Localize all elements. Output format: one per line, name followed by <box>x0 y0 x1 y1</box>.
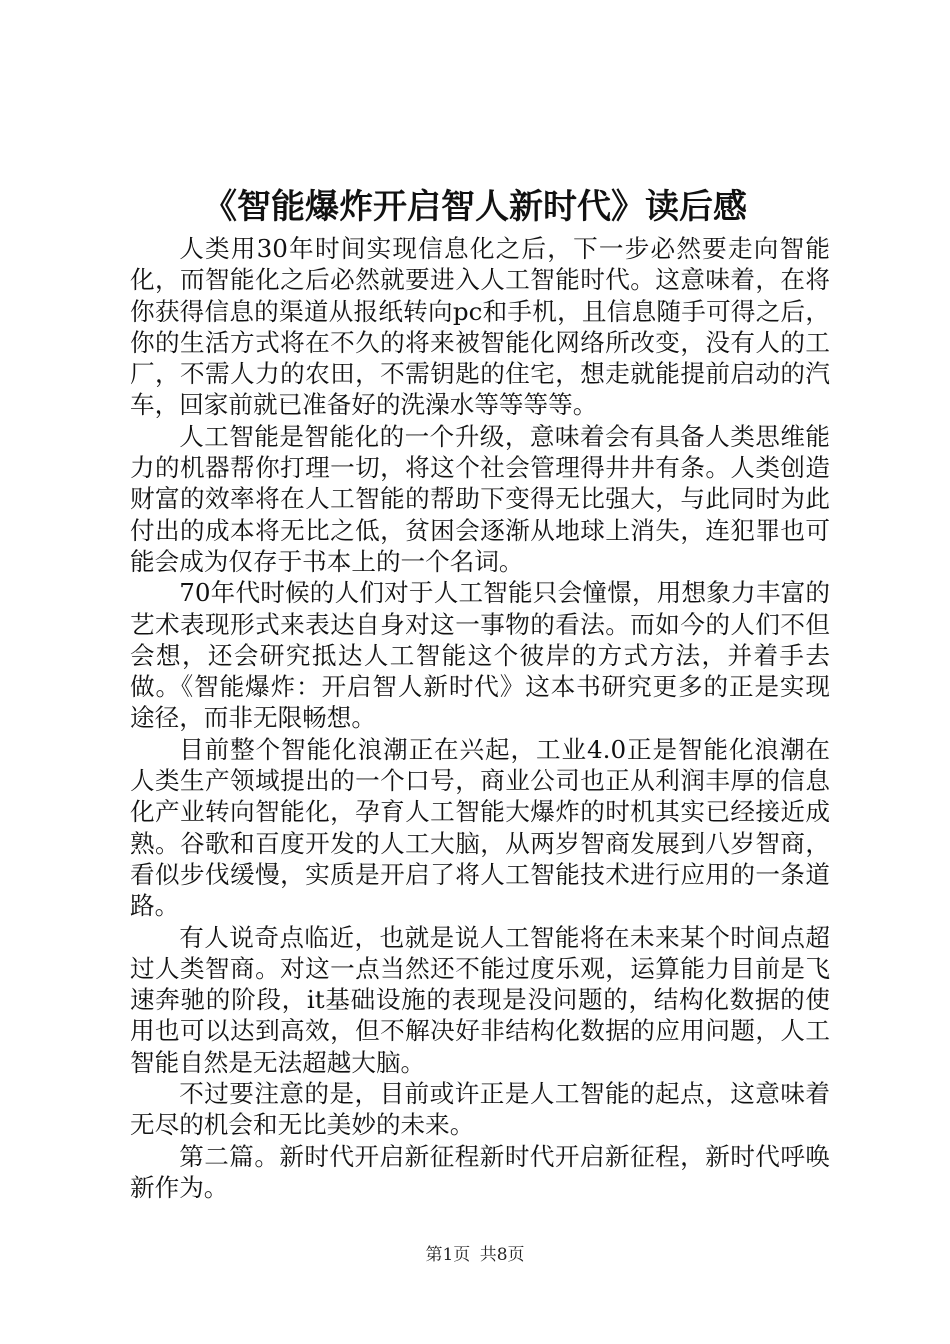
paragraph-4: 目前整个智能化浪潮正在兴起，工业4.0正是智能化浪潮在人类生产领域提出的一个口号，商业公司也正从利润丰厚的信息化产业转向智能化，孕育人工智能大爆炸的时机其实已经接近成熟。谷歌和百度开发的人工大脑，从两岁智商发展到八岁智商，看似步伐缓慢，实质是开启了将人工智能技术进行应用的一条道路。 <box>130 734 830 921</box>
paragraph-1: 人类用30年时间实现信息化之后，下一步必然要走向智能化，而智能化之后必然就要进入人工智能时代。这意味着，在将你获得信息的渠道从报纸转向pc和手机，且信息随手可得之后，你的生活方式将在不久的将来被智能化网络所改变，没有人的工厂，不需人力的农田，不需钥匙的住宅，想走就能提前启动的汽车，回家前就已准备好的洗澡水等等等等。 <box>130 234 830 420</box>
paragraph-6: 不过要注意的是，目前或许正是人工智能的起点，这意味着无尽的机会和无比美妙的未来。 <box>130 1079 830 1140</box>
document-title: 《智能爆炸开启智人新时代》读后感 <box>203 187 747 227</box>
paragraph-7: 第二篇。新时代开启新征程新时代开启新征程，新时代呼唤新作为。 <box>130 1141 830 1202</box>
document-body <box>130 233 830 1203</box>
paragraph-5: 有人说奇点临近，也就是说人工智能将在未来某个时间点超过人类智商。对这一点当然还不能过度乐观，运算能力目前是飞速奔驰的阶段，it基础设施的表现是没问题的，结构化数据的使用也可以达到高效，但不解决好非结构化数据的应用问题，人工智能自然是无法超越大脑。 <box>130 922 830 1077</box>
paragraph-2: 人工智能是智能化的一个升级，意味着会有具备人类思维能力的机器帮你打理一切，将这个社会管理得井井有条。人类创造财富的效率将在人工智能的帮助下变得无比强大，与此同时为此付出的成本将无比之低，贫困会逐渐从地球上消失，连犯罪也可能会成为仅存于书本上的一个名词。 <box>130 421 830 576</box>
paragraph-3: 70年代时候的人们对于人工智能只会憧憬，用想象力丰富的艺术表现形式来表达自身对这一事物的看法。而如今的人们不但会想，还会研究抵达人工智能这个彼岸的方式方法，并着手去做。《智能爆炸：开启智人新时代》这本书研究更多的正是实现途径，而非无限畅想。 <box>130 578 830 733</box>
page-number-footer: 第1页 共8页 <box>425 1245 525 1265</box>
